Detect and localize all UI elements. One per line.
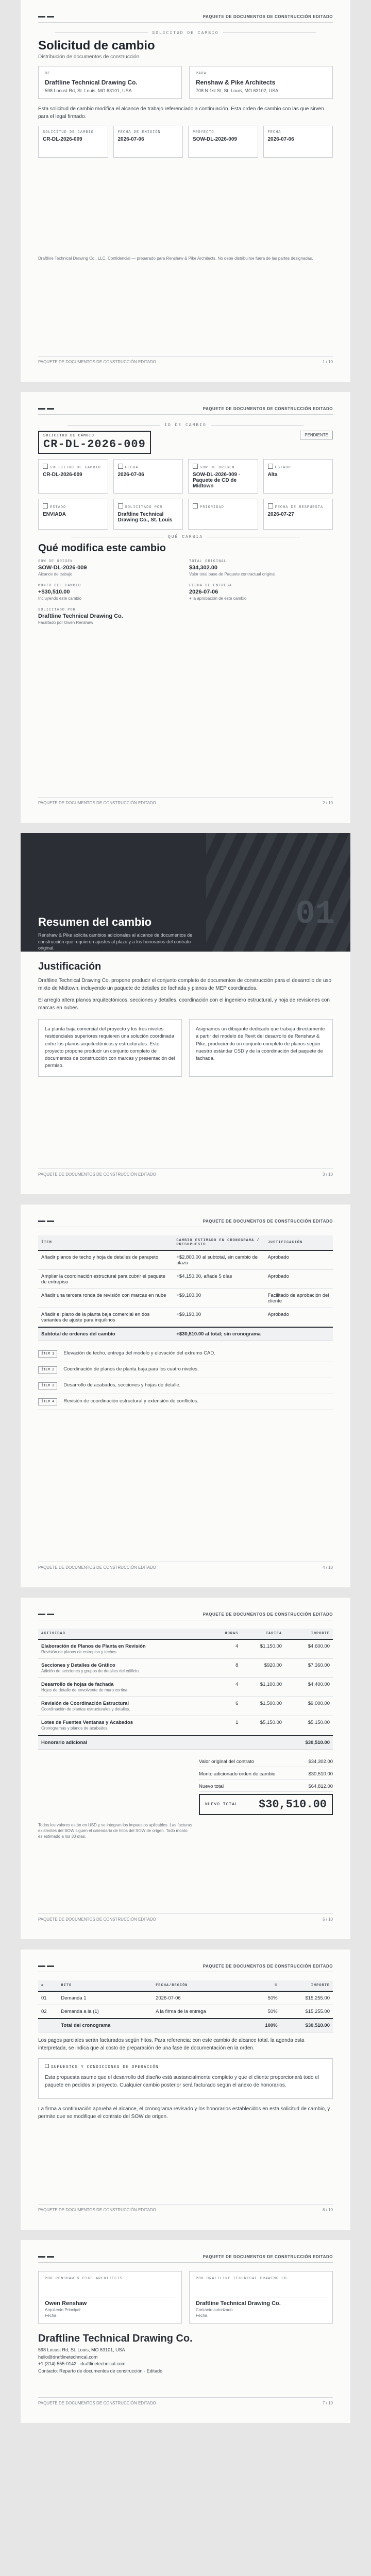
kv-key: SOLICITADO POR (38, 608, 76, 613)
cell-key: SOLICITADO POR (125, 505, 163, 510)
hero-title: Resumen del cambio (38, 916, 152, 929)
ref-key: PROYECTO (193, 130, 214, 134)
kv-value: Draftline Technical Drawing Co. (38, 613, 123, 620)
col-header: TARIFA (241, 1629, 285, 1639)
fees-note: Todos los valores están en USD y se integran los impuestos aplicables. Las facturas existentes del SOW siguen el calendario de hitos del SOW de origen. Todo monto es estimado a los 30 días. (38, 1822, 192, 1839)
cell: $15,255.00 (281, 2005, 333, 2019)
hero-pattern (206, 833, 350, 952)
summary-hero (21, 833, 350, 952)
hours: 8 (211, 1658, 241, 1677)
cell-value: Alta (267, 472, 278, 478)
page-number: 7 / 10 (322, 2401, 333, 2406)
table-row (38, 1639, 333, 1659)
cell: Demanda 1 (58, 1991, 153, 2005)
cell: Subtotal de ordenes del cambio (38, 1327, 173, 1341)
cell-value: SOW-DL-2026-009 · Paquete de CD de Midtown (193, 472, 241, 489)
table-total-row (38, 1327, 333, 1341)
cell: $30,510.00 (281, 2019, 333, 2032)
link-icon (193, 464, 198, 469)
cell-key: PRIORIDAD (200, 505, 224, 510)
detail-cell (38, 499, 108, 530)
rate: $920.00 (241, 1658, 285, 1677)
clock-icon (268, 503, 273, 509)
grand-total (199, 1794, 333, 1815)
page-header (38, 1219, 333, 1227)
contact-phone: +1 (314) 555-0142 · draftlinetechnical.com (38, 2361, 126, 2367)
totals-key: Monto adicionado orden de cambio (199, 1771, 276, 1777)
priority-icon (193, 503, 198, 509)
col-header: FECHA/REGIÓN (153, 1980, 249, 1991)
page-header (38, 14, 333, 23)
page-number: 6 / 10 (322, 2208, 333, 2213)
subtotal-value: $30,510.00 (285, 1736, 333, 1750)
item-tag: ÍTEM 2 (38, 1366, 57, 1374)
justification-p1: Draftline Technical Drawing Co. propone producir el conjunto completo de documentos de construcción para el desarrollo de uso mixto de Midtown, incluyendo un paquete de detalles de fachada y planos de MEP coordinados. (38, 978, 332, 992)
cell-key: FECHA DE RESPUESTA (275, 505, 324, 510)
cell: Aprobado (265, 1250, 333, 1270)
totals-key: Nuevo total (199, 1783, 224, 1789)
brand-mark-icon (38, 1614, 54, 1615)
totals-value: $64,812.00 (308, 1783, 333, 1789)
flag-icon (268, 464, 273, 469)
kv-key: TOTAL ORIGINAL (189, 560, 227, 564)
footer-brand: PAQUETE DE DOCUMENTOS DE CONSTRUCCIÓN EDITADO (38, 1565, 156, 1570)
col-header: % (249, 1980, 281, 1991)
amount: $9,000.00 (285, 1697, 333, 1716)
page-number: 3 / 10 (322, 1172, 333, 1177)
page-mods (21, 1205, 350, 1587)
cell-value: 2026-07-27 (267, 512, 294, 518)
signer-role: Contacto autorizado (196, 2308, 233, 2313)
signer-name: Draftline Technical Drawing Co. (196, 2300, 281, 2307)
page-footer (38, 1168, 333, 1177)
hours: 4 (211, 1639, 241, 1659)
brand-mark-icon (38, 2256, 54, 2258)
from-party (38, 66, 182, 99)
schedule-table (38, 1980, 333, 2032)
cell: 01 (38, 1991, 58, 2005)
cell: Añadir planos de techo y hoja de detalles de parapeto (38, 1250, 173, 1270)
rate: $1,150.00 (241, 1639, 285, 1659)
ref-card (38, 126, 108, 158)
activity: Desarrollo de hojas de fachada (41, 1682, 114, 1688)
page-footer (38, 2204, 333, 2212)
to-label: PARA (196, 72, 207, 76)
change-id-label: SOLICITUD DE CAMBIO (43, 434, 94, 438)
page-cover (21, 0, 350, 382)
page-header (38, 1612, 333, 1620)
footer-brand: PAQUETE DE DOCUMENTOS DE CONSTRUCCIÓN EDITADO (38, 1917, 156, 1922)
activity: Lotes de Fuentes Ventanas y Acabados (41, 1720, 133, 1726)
change-id-value: CR-DL-2026-009 (43, 438, 146, 451)
ref-card (113, 126, 183, 158)
kv-value: SOW-DL-2026-009 (38, 565, 87, 571)
detail-cell (263, 459, 333, 494)
page-header (38, 2255, 333, 2263)
hours: 1 (211, 1716, 241, 1736)
kv-value: +$30,510.00 (38, 589, 70, 596)
table-row (38, 1678, 333, 1697)
signature-line (45, 2284, 175, 2297)
contact-line: Contacto: Reparto de documentos de construcción · Editado (38, 2368, 163, 2374)
cell-key: SOW DE ORIGEN (200, 466, 235, 470)
rate: $1,500.00 (241, 1697, 285, 1716)
footer-brand: PAQUETE DE DOCUMENTOS DE CONSTRUCCIÓN EDITADO (38, 801, 156, 806)
fees-table (38, 1629, 333, 1750)
detail-cell (38, 459, 108, 494)
signature-line (196, 2284, 326, 2297)
signer-role: Arquitecto Principal (45, 2308, 80, 2313)
signature-block-client (38, 2271, 182, 2324)
notice-title: SUPUESTOS Y CONDICIONES DE OPERACIÓN (51, 2065, 159, 2070)
page-header (38, 406, 333, 415)
subtotal-label: Honorario adicional (38, 1736, 285, 1750)
cell-key: ESTADO (50, 505, 66, 510)
item-text: Desarrollo de acabados, secciones y hojas de detalle. (63, 1382, 181, 1388)
from-name: Draftline Technical Drawing Co. (45, 79, 138, 86)
cell-value: 2026-07-06 (117, 472, 144, 478)
activity-desc: Hojas de detalle de envolvente de muro cortina. (41, 1688, 129, 1693)
cell-key: ESTADO (275, 466, 291, 470)
activity-desc: Revisión de planos de entrepiso y techos. (41, 1649, 118, 1654)
user-icon (118, 503, 123, 509)
kv-desc: + la aprobación de este cambio (189, 596, 247, 601)
item-tag: ÍTEM 4 (38, 1398, 57, 1405)
signature-block-vendor (189, 2271, 333, 2324)
kv-item (189, 560, 333, 577)
kv-item (38, 560, 182, 577)
mods-table (38, 1235, 333, 1341)
footer-brand: PAQUETE DE DOCUMENTOS DE CONSTRUCCIÓN EDITADO (38, 2208, 156, 2213)
rate: $1,100.00 (241, 1678, 285, 1697)
table-row (38, 1289, 333, 1308)
ref-key: FECHA (267, 130, 281, 134)
cell (265, 1327, 333, 1341)
cell: +$9,190.00 (173, 1308, 264, 1327)
ref-value: 2026-07-06 (267, 137, 294, 142)
cell: Añadir una tercera ronda de revisión con marcas en nube (38, 1289, 173, 1308)
brand-mark-icon (38, 1221, 54, 1222)
activity-desc: Cronogramas y planos de acabados. (41, 1726, 109, 1731)
contact-line: 598 Locust Rd, St. Louis, MO 63101, USA (38, 2347, 125, 2353)
table-row (38, 1250, 333, 1270)
detail-cell (188, 459, 258, 494)
checkbox-icon (45, 2064, 49, 2068)
detail-cell (113, 499, 183, 530)
amount: $4,600.00 (285, 1639, 333, 1659)
justification-p2: El arreglo altera planos arquitectónicos, secciones y detalles, coordinación con el ingeniero estructural, y hoja de revisiones con marcas en nubes. (38, 997, 330, 1011)
cell: 50% (249, 1991, 281, 2005)
activity: Secciones y Detalles de Gráfico (41, 1662, 115, 1668)
hero-number: 01 (295, 896, 335, 934)
kv-value: 2026-07-06 (189, 589, 218, 596)
header-brand: PAQUETE DE DOCUMENTOS DE CONSTRUCCIÓN EDITADO (203, 1218, 333, 1224)
status-icon (43, 503, 48, 509)
signature-label: POR RENSHAW & PIKE ARCHITECTS (45, 2277, 123, 2281)
col-header: HITO (58, 1980, 153, 1991)
col-header: ACTIVIDAD (38, 1629, 211, 1639)
activity: Elaboración de Planos de Planta en Revisión (41, 1643, 146, 1649)
page-number: 5 / 10 (322, 1917, 333, 1922)
signer-date: Fecha (196, 2313, 208, 2318)
list-item (38, 1378, 333, 1394)
totals-key: Valor original del contrato (199, 1758, 255, 1765)
totals-row (199, 1782, 333, 1792)
activity-desc: Coordinación de plantas estructurales y detalles. (41, 1707, 130, 1712)
what-kicker: QUÉ CAMBIA (38, 535, 333, 539)
list-item (38, 1362, 333, 1378)
cell: Añadir el plano de la planta baja comercial en dos variantes de ajuste para inquilinos (38, 1308, 173, 1327)
header-brand: PAQUETE DE DOCUMENTOS DE CONSTRUCCIÓN EDITADO (203, 2255, 333, 2260)
hero-text: Renshaw & Pike solicita cambios adicionales al alcance de documentos de construcción que requieren ajustes al plazo y a los honorarios del contrato original. (38, 933, 193, 951)
brand-mark-icon (38, 408, 54, 410)
item-text: Revisión de coordinación estructural y extensión de conflictos. (63, 1398, 199, 1404)
page-summary (21, 833, 350, 1194)
col-header: HORAS (211, 1629, 241, 1639)
kv-key: FECHA DE ENTREGA (189, 584, 232, 588)
item-text: Elevación de techo, entrega del modelo y elevación del extremo CAD. (63, 1350, 215, 1356)
kv-item (38, 608, 182, 625)
hours: 6 (211, 1697, 241, 1716)
cell: Ampliar la coordinación estructural para cubrir el paquete de entrepiso (38, 1269, 173, 1289)
kv-desc: Incluyendo este cambio (38, 596, 82, 601)
ref-value: SOW-DL-2026-009 (193, 137, 237, 142)
cell-value: ENVIADA (43, 512, 66, 518)
details-kicker: ID DE CAMBIO (38, 423, 333, 428)
col-header: # (38, 1980, 58, 1991)
header-brand: PAQUETE DE DOCUMENTOS DE CONSTRUCCIÓN EDITADO (203, 406, 333, 412)
callout-left: La planta baja comercial del proyecto y los tres niveles residenciales superiores requieren una solución coordinada entre los planos arquitectónicos y estructurales. Este proyecto propone producir un conjunto completo de documentos de construcción con marcas y presentación del permiso. (38, 1019, 182, 1077)
table-row (38, 1991, 333, 2005)
kv-value: $34,302.00 (189, 565, 218, 571)
cell-key: SOLICITUD DE CAMBIO (50, 466, 101, 470)
page-number: 2 / 10 (322, 801, 333, 806)
status-badge: PENDIENTE (300, 431, 333, 439)
kv-item (189, 584, 333, 601)
calendar-icon (118, 464, 123, 469)
activity: Revisión de Coordinación Estructural (41, 1701, 129, 1707)
signature-label: POR DRAFTLINE TECHNICAL DRAWING CO. (196, 2277, 290, 2281)
page-footer (38, 356, 333, 364)
cell-key: FECHA (125, 466, 139, 470)
table-row (38, 1269, 333, 1289)
cell: Aprobado (265, 1308, 333, 1327)
contact-email[interactable]: hello@draftlinetechnical.com (38, 2354, 98, 2360)
detail-cell (188, 499, 258, 530)
cell: 2026-07-06 (153, 1991, 249, 2005)
page-number: 4 / 10 (322, 1565, 333, 1570)
callout-right: Asignamos un dibujante dedicado que trabaja directamente a partir del modelo de Revit del desarrollo de Renshaw & Pike, produciendo un conjunto completo de planos según nuestro estándar CSD y de la coordinación del paquete de fachada. (189, 1019, 333, 1077)
page-signoff (21, 2240, 350, 2423)
detail-cell (263, 499, 333, 530)
from-address: 598 Locust Rd, St. Louis, MO 63101, USA (45, 88, 132, 93)
table-total-row (38, 2019, 333, 2032)
page-footer (38, 1913, 333, 1922)
table-row (38, 2005, 333, 2019)
activity-desc: Adición de secciones y grupos de detalles del edificio. (41, 1668, 140, 1673)
cell: +$4,150.00, añade 5 días (173, 1269, 264, 1289)
ref-key: SOLICITUD DE CAMBIO (43, 130, 94, 134)
page-footer (38, 797, 333, 805)
table-row (38, 1308, 333, 1327)
ref-card (188, 126, 258, 158)
hours: 4 (211, 1678, 241, 1697)
cell: +$9,100.00 (173, 1289, 264, 1308)
to-name: Renshaw & Pike Architects (196, 79, 276, 86)
item-text: Coordinación de planos de planta baja para los cuatro niveles. (63, 1366, 199, 1372)
amount: $5,150.00 (285, 1716, 333, 1736)
kv-desc: Valor total base de Paquete contractual original (189, 572, 276, 577)
kv-desc: Alcance de trabajo (38, 572, 73, 577)
page-details (21, 392, 350, 823)
cell (153, 2019, 249, 2032)
page-fees (21, 1598, 350, 1940)
item-tag: ÍTEM 1 (38, 1350, 57, 1358)
table-row (38, 1697, 333, 1716)
cover-footnote: Draftline Technical Drawing Co., LLC. Confidencial — preparado para Renshaw & Pike Architects. No debe distribuirse fuera de las partes designadas. (38, 256, 313, 261)
totals-block (38, 1757, 333, 1815)
cell (38, 2019, 58, 2032)
to-address: 708 N 1st St, St. Louis, MO 63102, USA (196, 88, 279, 93)
to-party (189, 66, 333, 99)
cell: Demanda a la (1) (58, 2005, 153, 2019)
doc-icon (43, 464, 48, 469)
cell: 02 (38, 2005, 58, 2019)
cell-value: Draftline Technical Drawing Co., St. Louis (117, 512, 173, 523)
kv-key: SOW DE ORIGEN (38, 560, 73, 564)
cell: $15,255.00 (281, 1991, 333, 2005)
justification-title: Justificación (38, 961, 102, 973)
header-brand: PAQUETE DE DOCUMENTOS DE CONSTRUCCIÓN EDITADO (203, 14, 333, 19)
change-id-box (38, 431, 151, 454)
table-row (38, 1658, 333, 1677)
ref-key: FECHA DE EMISIÓN (117, 130, 161, 134)
cell: Aprobado (265, 1269, 333, 1289)
amount: $4,400.00 (285, 1678, 333, 1697)
cell: A la firma de la entrega (153, 2005, 249, 2019)
page-footer (38, 2397, 333, 2405)
grand-total-label: NUEVO TOTAL (205, 1802, 238, 1807)
header-brand: PAQUETE DE DOCUMENTOS DE CONSTRUCCIÓN EDITADO (203, 1964, 333, 1969)
rate: $5,150.00 (241, 1716, 285, 1736)
cover-title: Solicitud de cambio (38, 39, 155, 53)
list-item (38, 1394, 333, 1410)
cell: +$2,800.00 al subtotal, sin cambio de plazo (173, 1250, 264, 1270)
footer-brand: PAQUETE DE DOCUMENTOS DE CONSTRUCCIÓN EDITADO (38, 2401, 156, 2406)
detail-cell (113, 459, 183, 494)
totals-value: $30,510.00 (308, 1771, 333, 1777)
closing-paragraph: La firma a continuación aprueba el alcance, el cronograma revisado y los honorarios establecidos en esta solicitud de cambio, y permite que se modifique el contrato del SOW de origen. (38, 2106, 330, 2120)
cover-subtitle: Distribución de documentos de construcción (38, 54, 140, 60)
signer-name: Owen Renshaw (45, 2300, 87, 2307)
ref-value: 2026-07-06 (117, 137, 144, 142)
amount: $7,360.00 (285, 1658, 333, 1677)
col-header: CAMBIO ESTIMADO EN CRONOGRAMA / PRESUPUESTO (173, 1235, 264, 1250)
table-row (38, 1716, 333, 1736)
cell: Facilitado de aprobación del cliente (265, 1289, 333, 1308)
signer-date: Fecha (45, 2313, 57, 2318)
list-item (38, 1346, 333, 1362)
col-header: ÍTEM (38, 1235, 173, 1250)
page-schedule (21, 1950, 350, 2230)
col-header: IMPORTE (285, 1629, 333, 1639)
totals-row (199, 1757, 333, 1767)
footer-brand: PAQUETE DE DOCUMENTOS DE CONSTRUCCIÓN EDITADO (38, 1172, 156, 1177)
footer-brand: PAQUETE DE DOCUMENTOS DE CONSTRUCCIÓN EDITADO (38, 360, 156, 365)
brand-mark-icon (38, 1965, 54, 1967)
item-tag: ÍTEM 3 (38, 1382, 57, 1389)
brand-mark-icon (38, 16, 54, 18)
assumptions-notice (38, 2058, 333, 2099)
kv-item (38, 584, 182, 601)
grand-total-value: $30,510.00 (258, 1798, 327, 1811)
col-header: IMPORTE (281, 1980, 333, 1991)
table-total-row (38, 1736, 333, 1750)
ref-value: CR-DL-2026-009 (43, 137, 82, 142)
contact-block (38, 2333, 333, 2375)
col-header: JUSTIFICACIÓN (265, 1235, 333, 1250)
ref-card (263, 126, 333, 158)
notice-text: Esta propuesta asume que el desarrollo del diseño está sustancialmente completo y que el cliente proporcionará todo el paquete en pedidos al proyecto. Cualquier cambio posterior será facturado según el anexo de honorarios. (45, 2075, 319, 2089)
page-footer (38, 1562, 333, 1570)
schedule-paragraph: Los pagos parciales serán facturados según hitos. Para referencia: con este cambio de alcance total, la agenda esta interpretada, se indica que al costo de preparación de una fase de documentación en la orden. (38, 2038, 305, 2052)
page-number: 1 / 10 (322, 360, 333, 365)
what-title: Qué modifica este cambio (38, 543, 166, 554)
cell-value: CR-DL-2026-009 (43, 472, 82, 478)
cell: 50% (249, 2005, 281, 2019)
cover-kicker: SOLICITUD DE CAMBIO (38, 31, 333, 36)
contact-name: Draftline Technical Drawing Co. (38, 2333, 193, 2345)
header-brand: PAQUETE DE DOCUMENTOS DE CONSTRUCCIÓN EDITADO (203, 1612, 333, 1617)
from-label: DE (45, 72, 50, 76)
totals-value: $34,302.00 (308, 1758, 333, 1765)
cell: Total del cronograma (58, 2019, 153, 2032)
cell: 100% (249, 2019, 281, 2032)
totals-row (199, 1769, 333, 1780)
kv-desc: Facilitado por Owen Renshaw (38, 620, 93, 625)
page-header (38, 1964, 333, 1972)
cell: +$30,510.00 al total; sin cronograma (173, 1327, 264, 1341)
cover-intro: Esta solicitud de cambio modifica el alcance de trabajo referenciado a continuación. Esta orden de cambio con las que sirven para el legal firmado. (38, 106, 324, 120)
kv-key: MONTO DEL CAMBIO (38, 584, 81, 588)
